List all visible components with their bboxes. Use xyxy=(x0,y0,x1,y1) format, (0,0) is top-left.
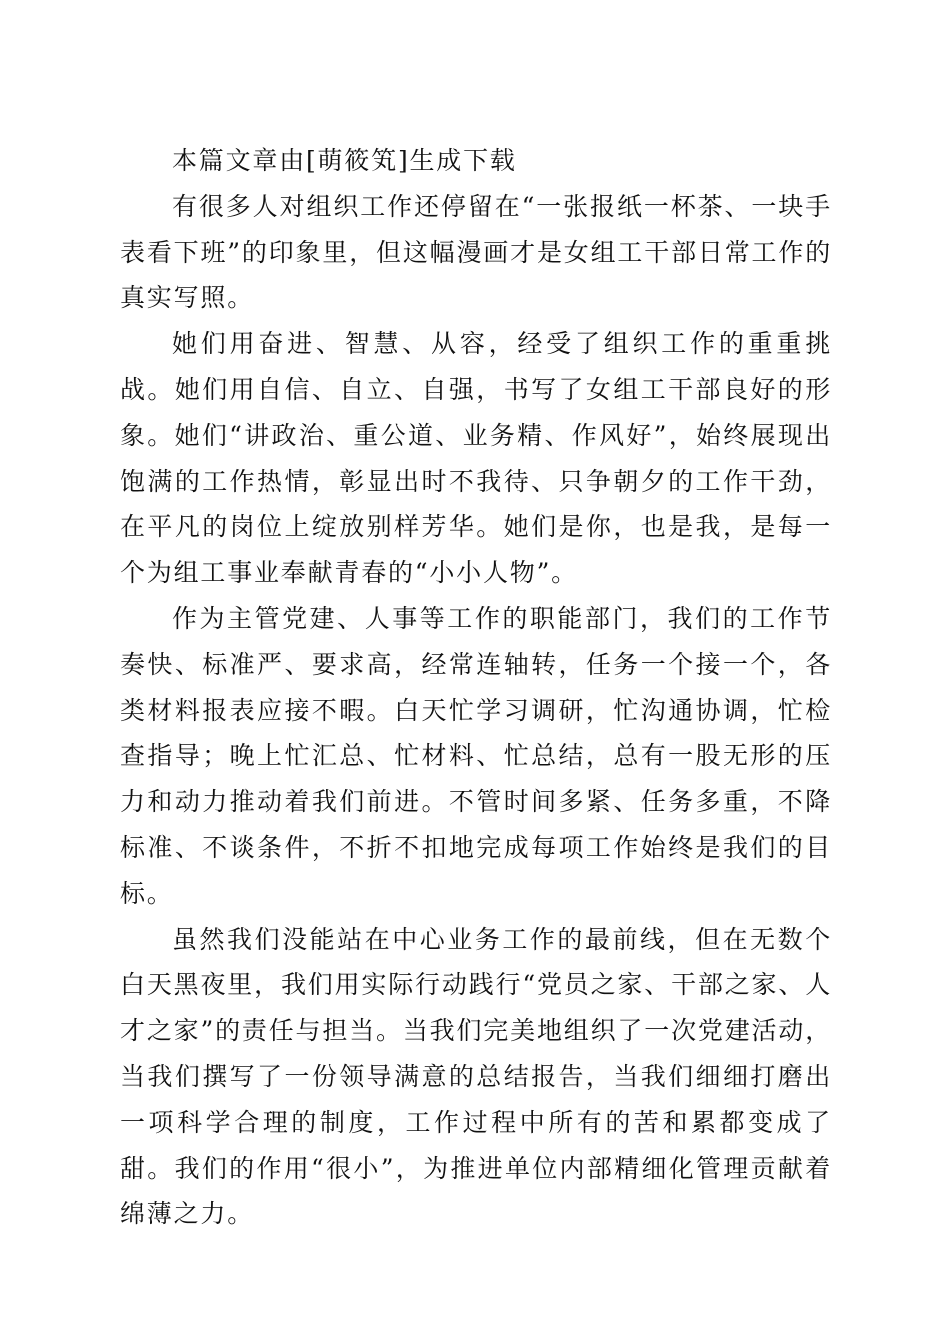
document-body xyxy=(120,138,832,1237)
paragraph-source-note: 本篇文章由[萌筱笂]生成下载 xyxy=(172,146,517,175)
paragraph-work-pace: 作为主管党建、人事等工作的职能部门，我们的工作节奏快、标准严、要求高，经常连轴转，任务一个接一个，各类材料报表应接不暇。白天忙学习调研，忙沟通协调，忙检查指导；晚上忙汇总、忙材料、忙总结，总有一股无形的压力和动力推动着我们前进。不管时间多紧、任务多重，不降标准、不谈条件，不折不扣地完成每项工作始终是我们的目标。 xyxy=(120,603,832,908)
paragraph-intro: 有很多人对组织工作还停留在“一张报纸一杯茶、一块手表看下班”的印象里，但这幅漫画才是女组工干部日常工作的真实写照。 xyxy=(120,191,832,313)
paragraph-responsibility: 虽然我们没能站在中心业务工作的最前线，但在无数个白天黑夜里，我们用实际行动践行“党员之家、干部之家、人才之家”的责任与担当。当我们完美地组织了一次党建活动，当我们撰写了一份领导满意的总结报告，当我们细细打磨出一项科学合理的制度，工作过程中所有的苦和累都变成了甜。我们的作用“很小”，为推进单位内部精细化管理贡献着绵薄之力。 xyxy=(120,924,832,1229)
paragraph-women-cadres: 她们用奋进、智慧、从容，经受了组织工作的重重挑战。她们用自信、自立、自强，书写了女组工干部良好的形象。她们“讲政治、重公道、业务精、作风好”，始终展现出饱满的工作热情，彰显出时不我待、只争朝夕的工作干劲，在平凡的岗位上绽放别样芳华。她们是你，也是我，是每一个为组工事业奉献青春的“小小人物”。 xyxy=(120,329,832,588)
